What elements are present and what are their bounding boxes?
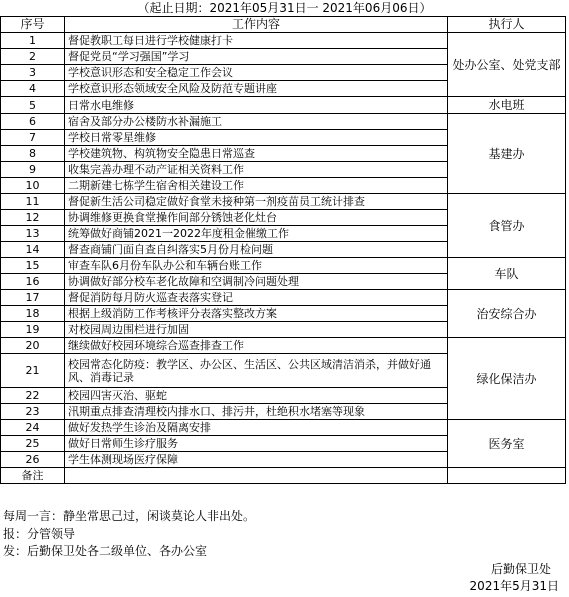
owner-utilities: 水电班 — [448, 97, 566, 114]
col-num-header: 序号 — [1, 17, 65, 33]
row-num: 2 — [1, 49, 65, 65]
row-content: 学生体测现场医疗保障 — [65, 452, 448, 468]
row-content: 学校意识形态和安全稳定工作会议 — [65, 65, 448, 81]
row-content: 协调做好部分校车老化故障和空调制冷问题处理 — [65, 274, 448, 290]
signature-date: 2021年5月31日 — [469, 579, 559, 593]
row-num: 14 — [1, 242, 65, 258]
table-row — [1, 114, 566, 130]
row-content: 校园常态化防疫：教学区、办公区、生活区、公共区域清洁消杀，并做好通风、消毒记录 — [65, 354, 448, 388]
row-content: 督促党员“学习强国”学习 — [65, 49, 448, 65]
row-content: 二期新建七栋学生宿舍相关建设工作 — [65, 178, 448, 194]
note-label: 备注 — [1, 468, 65, 484]
table-row — [1, 258, 566, 274]
row-content: 继续做好校园环境综合巡查排查工作 — [65, 338, 448, 354]
row-num: 1 — [1, 33, 65, 49]
row-num: 8 — [1, 146, 65, 162]
note-row — [1, 468, 566, 484]
row-content: 督促新生活公司稳定做好食堂未接种第一剂疫苗员工统计排查 — [65, 194, 448, 210]
row-content: 收集完善办理不动产证相关资料工作 — [65, 162, 448, 178]
row-num: 26 — [1, 452, 65, 468]
owner-clinic: 医务室 — [448, 420, 566, 468]
note-owner — [448, 468, 566, 484]
row-num: 25 — [1, 436, 65, 452]
table-row — [1, 194, 566, 210]
col-content-header: 工作内容 — [65, 17, 448, 33]
owner-fleet: 车队 — [448, 258, 566, 290]
row-num: 10 — [1, 178, 65, 194]
row-num: 23 — [1, 404, 65, 420]
row-content: 做好日常师生诊疗服务 — [65, 436, 448, 452]
row-content: 审查车队6月份车队办公和车辆台账工作 — [65, 258, 448, 274]
row-content: 协调维修更换食堂操作间部分锈蚀老化灶台 — [65, 210, 448, 226]
owner-greening: 绿化保洁办 — [448, 338, 566, 420]
schedule-table — [0, 16, 566, 484]
row-content: 日常水电维修 — [65, 97, 448, 114]
row-num: 19 — [1, 322, 65, 338]
signature-dept: 后勤保卫处 — [490, 562, 551, 576]
row-num: 15 — [1, 258, 65, 274]
row-content: 校园四害灭治、驱蛇 — [65, 388, 448, 404]
row-num: 21 — [1, 354, 65, 388]
distribution: 发：后勤保卫处各二级单位、各办公室 — [3, 544, 208, 558]
weekly-quote: 每周一言：静坐常思己过，闲谈莫论人非出处。 — [3, 509, 256, 523]
table-row — [1, 420, 566, 436]
table-row — [1, 33, 566, 49]
table-row — [1, 290, 566, 306]
row-content: 学校日常零星维修 — [65, 130, 448, 146]
row-content: 汛期重点排查清理校内排水口、排污井，杜绝积水堵塞等现象 — [65, 404, 448, 420]
row-content: 学校建筑物、构筑物安全隐患日常巡查 — [65, 146, 448, 162]
row-num: 18 — [1, 306, 65, 322]
table-header-row — [1, 17, 566, 33]
row-num: 4 — [1, 81, 65, 97]
owner-construction: 基建办 — [448, 114, 566, 194]
row-content: 对校园周边围栏进行加固 — [65, 322, 448, 338]
row-content: 宿舍及部分办公楼防水补漏施工 — [65, 114, 448, 130]
row-num: 11 — [1, 194, 65, 210]
row-num: 16 — [1, 274, 65, 290]
owner-security: 治安综合办 — [448, 290, 566, 338]
row-num: 22 — [1, 388, 65, 404]
row-content: 统筹做好商铺2021一2022年度租金催缴工作 — [65, 226, 448, 242]
row-content: 督查商铺门面自查自纠落实5月份月检问题 — [65, 242, 448, 258]
col-owner-header: 执行人 — [448, 17, 566, 33]
row-content: 做好发热学生诊治及隔离安排 — [65, 420, 448, 436]
table-row — [1, 338, 566, 354]
row-num: 6 — [1, 114, 65, 130]
row-num: 12 — [1, 210, 65, 226]
owner-canteen: 食管办 — [448, 194, 566, 258]
row-num: 13 — [1, 226, 65, 242]
row-num: 5 — [1, 97, 65, 114]
row-num: 9 — [1, 162, 65, 178]
row-num: 7 — [1, 130, 65, 146]
table-row — [1, 97, 566, 114]
row-content: 学校意识形态领域安全风险及防范专题讲座 — [65, 81, 448, 97]
note-content — [65, 468, 448, 484]
row-num: 3 — [1, 65, 65, 81]
owner-office: 处办公室、处党支部 — [448, 33, 566, 97]
row-content: 督促教职工每日进行学校健康打卡 — [65, 33, 448, 49]
row-content: 根据上级消防工作考核评分表落实整改方案 — [65, 306, 448, 322]
row-content: 督促消防每月防火巡查表落实登记 — [65, 290, 448, 306]
row-num: 20 — [1, 338, 65, 354]
row-num: 24 — [1, 420, 65, 436]
row-num: 17 — [1, 290, 65, 306]
date-range: （起止日期：2021年05月31日一 2021年06月06日） — [137, 1, 432, 15]
report-to: 报：分管领导 — [3, 527, 76, 541]
